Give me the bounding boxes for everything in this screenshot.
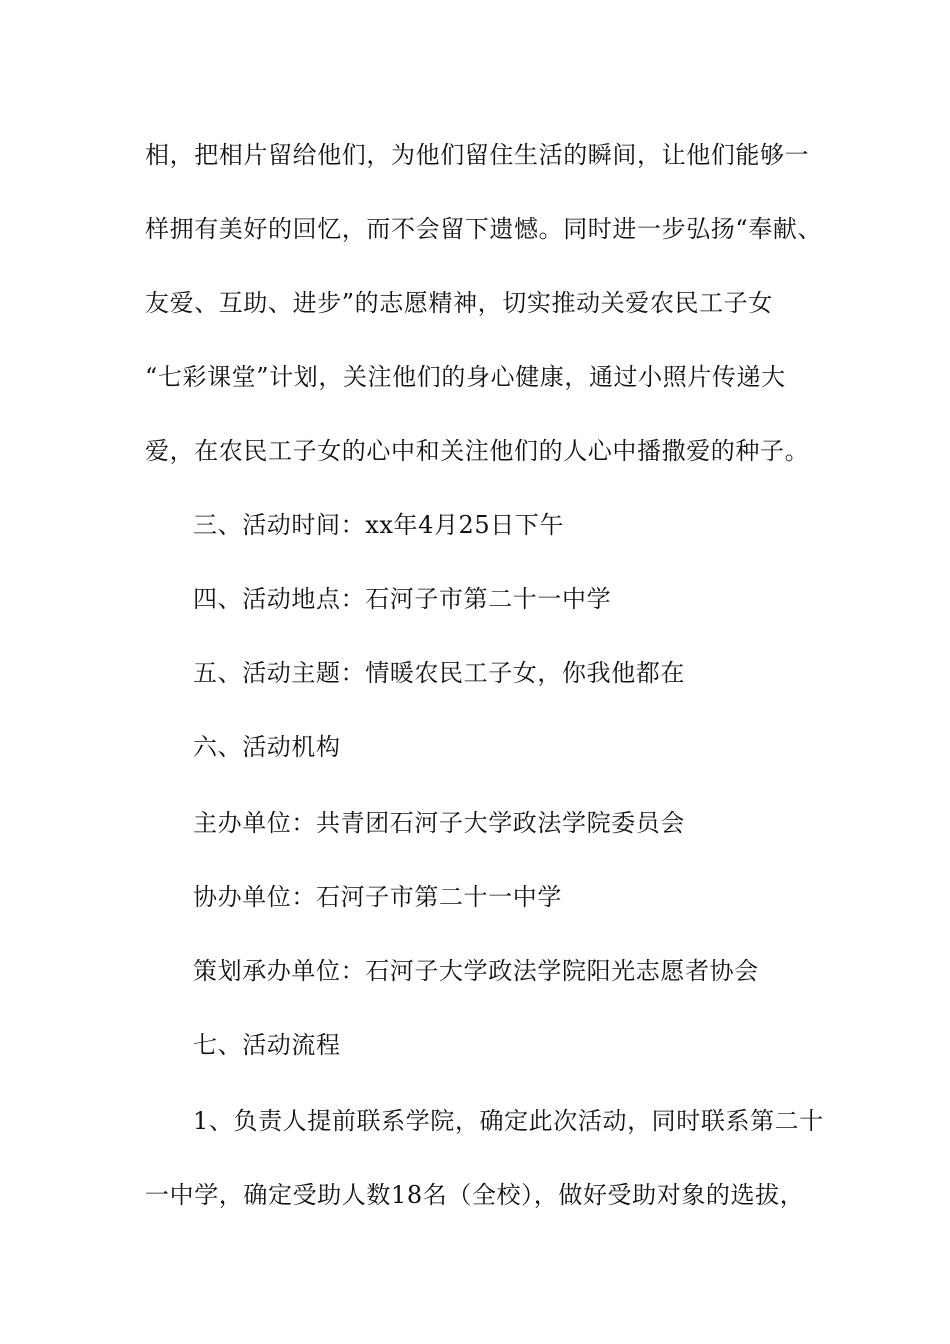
- intro-line-3: 友爱、互助、进步”的志愿精神，切实推动关爱农民工子女: [145, 289, 773, 317]
- step1-line-1: 1、负责人提前联系学院，确定此次活动，同时联系第二十: [193, 1107, 824, 1135]
- org-heading: 六、活动机构: [193, 733, 341, 761]
- intro-line-5: 爱，在农民工子女的心中和关注他们的人心中播撒爱的种子。: [145, 437, 810, 465]
- co-host-unit: 协办单位：石河子市第二十一中学: [193, 883, 562, 911]
- activity-time: 三、活动时间：xx年4月25日下午: [193, 511, 565, 539]
- organizer-unit: 策划承办单位：石河子大学政法学院阳光志愿者协会: [193, 957, 759, 985]
- process-heading: 七、活动流程: [193, 1031, 341, 1059]
- activity-theme: 五、活动主题：情暖农民工子女，你我他都在: [193, 659, 685, 687]
- step1-line-2: 一中学，确定受助人数18名（全校），做好受助对象的选拔，: [145, 1181, 805, 1209]
- intro-line-1: 相，把相片留给他们，为他们留住生活的瞬间，让他们能够一: [145, 141, 810, 169]
- intro-line-4: “七彩课堂”计划，关注他们的身心健康，通过小照片传递大: [145, 363, 786, 391]
- host-unit: 主办单位：共青团石河子大学政法学院委员会: [193, 809, 685, 837]
- intro-line-2: 样拥有美好的回忆，而不会留下遗憾。同时进一步弘扬“奉献、: [145, 215, 823, 243]
- activity-location: 四、活动地点：石河子市第二十一中学: [193, 585, 612, 613]
